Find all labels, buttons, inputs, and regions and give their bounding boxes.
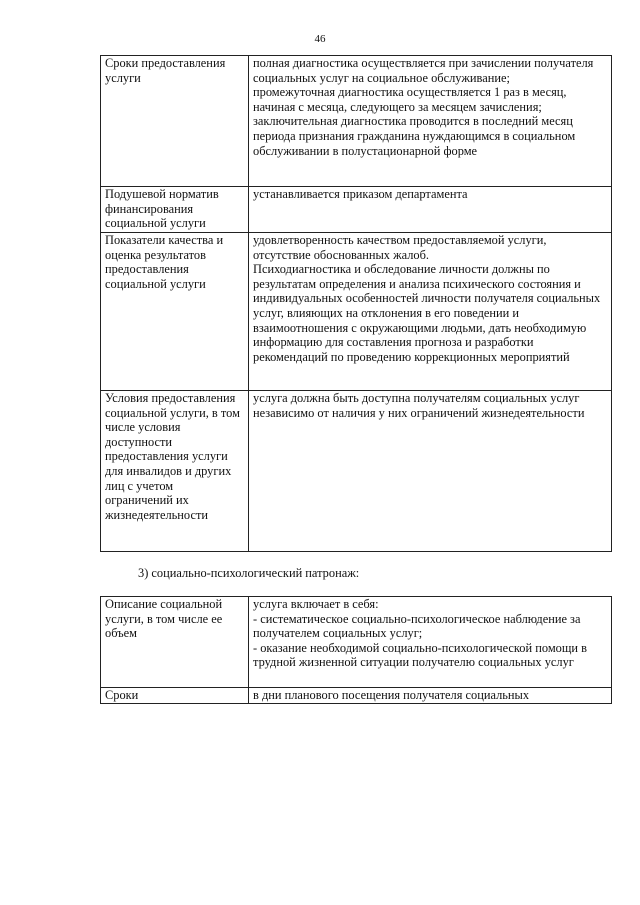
row-label: Показатели качества и оценка результатов предоставления социальной услуги bbox=[101, 233, 249, 391]
row-content bbox=[249, 391, 612, 552]
content-paragraph: услуга включает в себя: bbox=[253, 597, 379, 611]
table-row bbox=[101, 56, 612, 187]
row-label: Подушевой норматив финансирования социальной услуги bbox=[101, 187, 249, 233]
table-row bbox=[101, 391, 612, 552]
row-content bbox=[249, 187, 612, 233]
content-paragraph: полная диагностика осуществляется при зачислении получателя социальных услуг на социальное обслуживание; bbox=[253, 56, 594, 85]
table-row bbox=[101, 597, 612, 688]
row-label: Сроки bbox=[101, 688, 249, 704]
row-content bbox=[249, 688, 612, 704]
table-row bbox=[101, 187, 612, 233]
row-content bbox=[249, 597, 612, 688]
section-heading: 3) социально-психологический патронаж: bbox=[138, 566, 360, 580]
content-paragraph: промежуточная диагностика осуществляется 1 раз в месяц, начиная с месяца, следующего за месяцем зачисления; bbox=[253, 85, 567, 114]
patronage-table bbox=[100, 596, 612, 704]
row-label: Сроки предоставления услуги bbox=[101, 56, 249, 187]
services-table-continued bbox=[100, 55, 612, 552]
content-paragraph: удовлетворенность качеством предоставляемой услуги, отсутствие обоснованных жалоб. bbox=[253, 233, 547, 262]
row-content bbox=[249, 56, 612, 187]
row-content bbox=[249, 233, 612, 391]
page-number: 46 bbox=[314, 33, 326, 45]
content-paragraph: услуга должна быть доступна получателям социальных услуг независимо от наличия у них ограничений жизнедеятельности bbox=[253, 391, 585, 420]
content-paragraph: Психодиагностика и обследование личности должны по результатам определения и анализа психического состояния и индивидуальных особенностей личности получателя социальных услуг, влияющих на отклонения в его поведении и взаимоотношения с окружающими людьми, дать необходимую информацию для составления прогноза и разработки рекомендаций по проведению коррекционных мероприятий bbox=[253, 262, 601, 364]
content-paragraph: устанавливается приказом департамента bbox=[253, 187, 468, 201]
table-row bbox=[101, 688, 612, 704]
row-label: Условия предоставления социальной услуги, в том числе условия доступности предоставления услуги для инвалидов и других лиц с учетом ограничений их жизнедеятельности bbox=[101, 391, 249, 552]
content-paragraph: - систематическое социально-психологическое наблюдение за получателем социальных услуг; bbox=[253, 611, 581, 641]
content-paragraph: в дни планового посещения получателя социальных bbox=[253, 688, 530, 702]
content-paragraph: заключительная диагностика проводится в последний месяц периода признания гражданина нуждающимся в социальном обслуживании в полустационарной форме bbox=[253, 114, 576, 158]
row-label: Описание социальной услуги, в том числе ее объем bbox=[101, 597, 249, 688]
table-row bbox=[101, 233, 612, 391]
content-paragraph: - оказание необходимой социально-психологической помощи в трудной жизненной ситуации получателю социальных услуг bbox=[253, 640, 587, 670]
